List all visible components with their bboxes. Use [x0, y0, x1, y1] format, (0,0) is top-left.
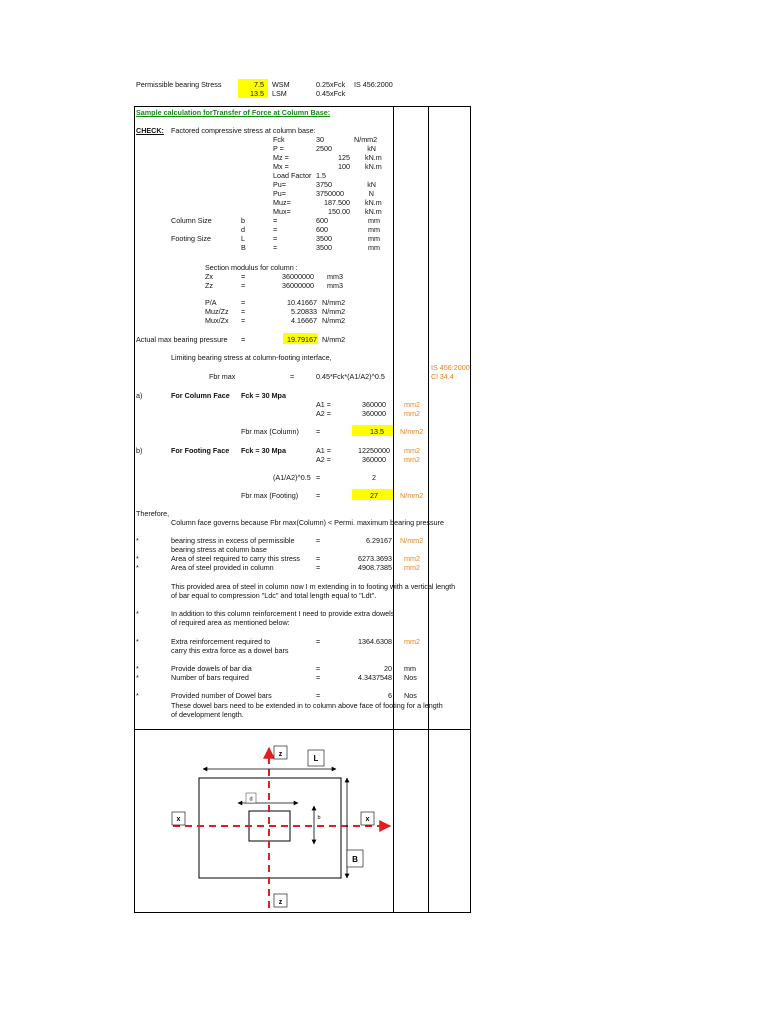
muxzx-value: 4.16667 — [291, 316, 317, 325]
param-p-value: 2500 — [316, 144, 332, 153]
zx-unit: mm3 — [327, 272, 343, 281]
fbr-col-label: Fbr max (Column) — [241, 427, 299, 436]
col-face-fck: Fck = 30 Mpa — [241, 391, 286, 400]
col-face-title: For Column Face — [171, 391, 230, 400]
star-4: * — [136, 609, 139, 618]
muzzz-value: 5.20833 — [291, 307, 317, 316]
size-d-sym: d — [241, 225, 245, 234]
wsm-value: 7.5 — [254, 80, 264, 89]
fbr-col-unit: N/mm2 — [400, 427, 424, 436]
para2-line-2: of required area as mentioned below: — [171, 618, 290, 627]
pa-eq: = — [241, 298, 246, 307]
param-mz-value: 125 — [338, 153, 350, 162]
muxzx-unit: N/mm2 — [322, 316, 346, 325]
size-bb-sym: B — [241, 243, 246, 252]
check-label: CHECK: — [136, 126, 164, 135]
muzzz-eq: = — [241, 307, 246, 316]
param-lf-name: Load Factor — [273, 171, 312, 180]
param-muz-value: 187.500 — [324, 198, 350, 207]
governs-text: Column face governs because Fbr max(Column) < Permi. maximum bearing pressure — [171, 518, 445, 527]
col-a2-label: A2 = — [316, 409, 331, 418]
col-a1-value: 360000 — [362, 400, 386, 409]
excess-eq: = — [316, 536, 321, 545]
extra-line-2: carry this extra force as a dowel bars — [171, 646, 289, 655]
actual-max-label: Actual max bearing pressure — [136, 335, 228, 344]
b-small-label: b — [317, 815, 321, 821]
star-3: * — [136, 563, 139, 572]
extra-unit: mm2 — [404, 637, 420, 646]
size-bb-eq: = — [273, 243, 278, 252]
size-b-unit: mm — [368, 216, 380, 225]
size-bb-value: 3500 — [316, 243, 332, 252]
prov-num-value: 6 — [388, 691, 392, 700]
size-bb-unit: mm — [368, 243, 380, 252]
param-mux-unit: kN.m — [365, 207, 382, 216]
size-b-eq: = — [273, 216, 278, 225]
size-b-sym: b — [241, 216, 245, 225]
foot-face-index: b) — [136, 446, 143, 455]
star-8: * — [136, 691, 139, 700]
star-7: * — [136, 673, 139, 682]
ratio-eq: = — [316, 473, 321, 482]
code-is456: IS 456:2000 — [431, 363, 470, 372]
size-d-eq: = — [273, 225, 278, 234]
actual-max-value: 19.79167 — [287, 335, 317, 344]
req-steel-value: 6273.3693 — [358, 554, 392, 563]
zz-value: 36000000 — [282, 281, 314, 290]
zz-unit: mm3 — [327, 281, 343, 290]
zx-eq: = — [241, 272, 246, 281]
dia-label: Provide dowels of bar dia — [171, 664, 252, 673]
lsm-formula: 0.45xFck — [316, 89, 346, 98]
top-code: IS 456:2000 — [354, 80, 393, 89]
z-top-label: z — [278, 751, 283, 758]
req-steel-unit: mm2 — [404, 554, 420, 563]
fbr-max-eq: = — [290, 372, 295, 381]
dia-unit: mm — [404, 664, 416, 673]
lsm-label: LSM — [272, 89, 287, 98]
therefore-label: Therefore, — [136, 509, 170, 518]
size-b-value: 600 — [316, 216, 328, 225]
param-pu-n-value: 3750000 — [316, 189, 344, 198]
z-bottom-label: z — [278, 899, 283, 906]
muxzx-sym: Mux/Zx — [205, 316, 229, 325]
para3-line-2: of development length. — [171, 710, 244, 719]
param-mx-name: Mx = — [273, 162, 289, 171]
modulus-title: Section modulus for column : — [205, 263, 298, 272]
param-pu-n-unit: N — [368, 189, 374, 198]
extra-value: 1364.6308 — [358, 637, 392, 646]
muzzz-unit: N/mm2 — [322, 307, 346, 316]
param-fck-unit: N/mm2 — [354, 135, 378, 144]
param-muz-unit: kN.m — [365, 198, 382, 207]
foot-face-title: For Footing Face — [171, 446, 230, 455]
section-title: Sample calculation forTransfer of Force at Column Base: — [136, 108, 331, 117]
pa-sym: P/A — [205, 298, 217, 307]
pa-unit: N/mm2 — [322, 298, 346, 307]
para1-line-1: This provided area of steel in column now I m extending in to footing with a vertical length — [171, 582, 456, 591]
param-p-name: P = — [273, 144, 284, 153]
muzzz-sym: Muz/Zz — [205, 307, 229, 316]
size-l-sym: L — [241, 234, 245, 243]
num-label: Number of bars required — [171, 673, 249, 682]
star-2: * — [136, 554, 139, 563]
extra-line-1: Extra reinforcement required to — [171, 637, 271, 646]
muxzx-eq: = — [241, 316, 246, 325]
foot-a1-value: 12250000 — [358, 446, 390, 455]
code-cl344: Cl 34.4 — [431, 372, 454, 381]
wsm-formula: 0.25xFck — [316, 80, 346, 89]
x-right-label: x — [365, 816, 370, 823]
foot-a2-label: A2 = — [316, 455, 331, 464]
fbr-foot-label: Fbr max (Footing) — [241, 491, 299, 500]
para1-line-2: of bar equal to compression "Ldc" and total length equal to "Ldt". — [171, 591, 377, 600]
prov-steel-unit: mm2 — [404, 563, 420, 572]
excess-line-1: bearing stress in excess of permissible — [171, 536, 295, 545]
foot-a1-unit: mm2 — [404, 446, 420, 455]
dia-eq: = — [316, 664, 321, 673]
fbr-col-value: 13.5 — [370, 427, 384, 436]
wsm-label: WSM — [272, 80, 290, 89]
para3-line-1: These dowel bars need to be extended in to column above face of footing for a length — [171, 701, 443, 710]
param-fck-name: Fck — [273, 135, 285, 144]
fbr-max-formula: 0.45*Fck*(A1/A2)^0.5 — [316, 372, 385, 381]
prov-steel-eq: = — [316, 563, 321, 572]
limiting-title: Limiting bearing stress at column-footing interface, — [171, 353, 332, 362]
num-eq: = — [316, 673, 321, 682]
foot-face-fck: Fck = 30 Mpa — [241, 446, 286, 455]
fbr-max-label: Fbr max — [209, 372, 236, 381]
param-mx-unit: kN.m — [365, 162, 382, 171]
actual-max-eq: = — [241, 335, 246, 344]
param-muz-name: Muz= — [273, 198, 291, 207]
param-mx-value: 100 — [338, 162, 350, 171]
fbr-foot-value: 27 — [370, 491, 378, 500]
footing-size-label: Footing Size — [171, 234, 211, 243]
excess-line-2: bearing stress at column base — [171, 545, 267, 554]
star-1: * — [136, 536, 139, 545]
lsm-value: 13.5 — [250, 89, 264, 98]
param-lf-value: 1.5 — [316, 171, 326, 180]
excess-unit: N/mm2 — [400, 536, 424, 545]
col-a2-value: 360000 — [362, 409, 386, 418]
param-mux-value: 150.00 — [328, 207, 350, 216]
size-l-unit: mm — [368, 234, 380, 243]
prov-steel-value: 4908.7385 — [358, 563, 392, 572]
param-pu-kn-value: 3750 — [316, 180, 332, 189]
b-label: B — [352, 855, 358, 864]
zz-sym: Zz — [205, 281, 213, 290]
check-desc: Factored compressive stress at column base: — [171, 126, 316, 135]
param-mux-name: Mux= — [273, 207, 291, 216]
param-mz-unit: kN.m — [365, 153, 382, 162]
size-d-unit: mm — [368, 225, 380, 234]
foot-a1-label: A1 = — [316, 446, 331, 455]
column-size-label: Column Size — [171, 216, 212, 225]
foot-a2-value: 360000 — [362, 455, 386, 464]
fbr-foot-eq: = — [316, 491, 321, 500]
prov-num-unit: Nos — [404, 691, 417, 700]
param-fck-value: 30 — [316, 135, 324, 144]
prov-num-label: Provided number of Dowel bars — [171, 691, 272, 700]
zx-sym: Zx — [205, 272, 213, 281]
req-steel-label: Area of steel required to carry this stress — [171, 554, 301, 563]
col-a1-unit: mm2 — [404, 400, 420, 409]
extra-eq: = — [316, 637, 321, 646]
param-pu-kn-unit: kN — [367, 180, 376, 189]
col-a1-label: A1 = — [316, 400, 331, 409]
num-value: 4.3437548 — [358, 673, 392, 682]
star-5: * — [136, 637, 139, 646]
param-pu-kn-name: Pu= — [273, 180, 286, 189]
pa-value: 10.41667 — [287, 298, 317, 307]
req-steel-eq: = — [316, 554, 321, 563]
zz-eq: = — [241, 281, 246, 290]
size-l-value: 3500 — [316, 234, 332, 243]
l-label: L — [313, 754, 319, 763]
actual-max-unit: N/mm2 — [322, 335, 346, 344]
size-d-value: 600 — [316, 225, 328, 234]
prov-num-eq: = — [316, 691, 321, 700]
star-6: * — [136, 664, 139, 673]
excess-value: 6.29167 — [366, 536, 392, 545]
col-a2-unit: mm2 — [404, 409, 420, 418]
col-face-index: a) — [136, 391, 143, 400]
zx-value: 36000000 — [282, 272, 314, 281]
ratio-label: (A1/A2)^0.5 — [273, 473, 311, 482]
foot-a2-unit: mm2 — [404, 455, 420, 464]
param-mz-name: Mz = — [273, 153, 289, 162]
dia-value: 20 — [384, 664, 392, 673]
d-label: d — [249, 796, 253, 803]
prov-steel-label: Area of steel provided in column — [171, 563, 274, 572]
ratio-value: 2 — [372, 473, 376, 482]
fbr-col-eq: = — [316, 427, 321, 436]
para2-line-1: In addition to this column reinforcement I need to provide extra dowels — [171, 609, 395, 618]
x-left-label: x — [176, 816, 181, 823]
param-p-unit: kN — [367, 144, 376, 153]
num-unit: Nos — [404, 673, 417, 682]
param-pu-n-name: Pu= — [273, 189, 286, 198]
fbr-foot-unit: N/mm2 — [400, 491, 424, 500]
permissible-label: Permissible bearing Stress — [136, 80, 222, 89]
size-l-eq: = — [273, 234, 278, 243]
